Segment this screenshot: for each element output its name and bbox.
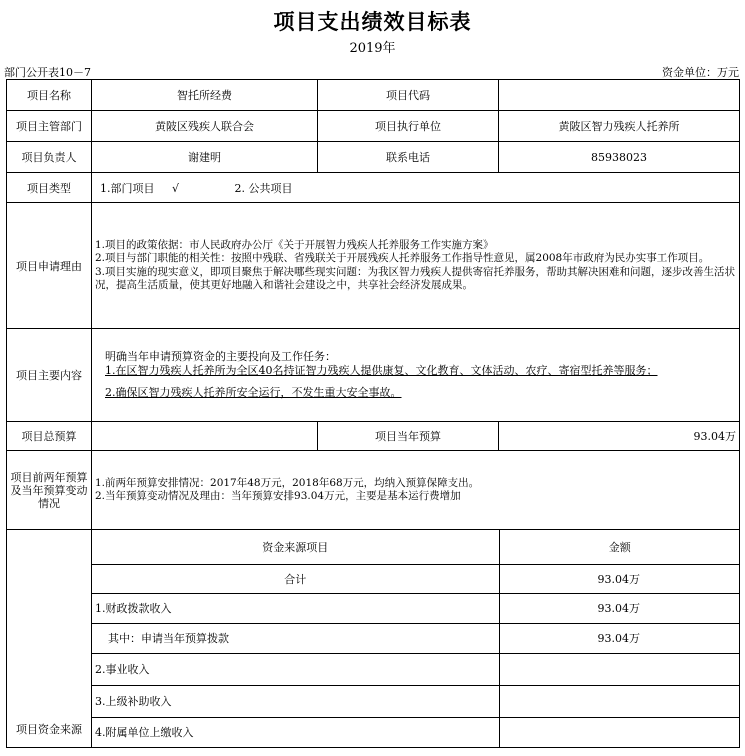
row-budget-change	[7, 451, 740, 530]
phone-value: 85938023	[499, 142, 740, 173]
main-content-body	[92, 329, 740, 422]
funding-source-label: 项目资金来源	[7, 530, 92, 748]
change-line-1: 1.前两年预算安排情况：2017年48万元，2018年68万元，均纳入预算保障支出。	[95, 476, 480, 489]
total-budget-label: 项目总预算	[7, 422, 92, 451]
executing-unit-label: 项目执行单位	[318, 111, 499, 142]
funding-row	[92, 717, 740, 747]
reason-line-3: 3.项目实施的现实意义，即项目聚焦于解决哪些现实问题：为我区智力残疾人提供寄宿托养服务，帮助其解决困难和问题，逐步改善生活状况，提高生活质量，使其更好地融入和谐社会建设之中，共享社会经济发展成果。	[95, 265, 736, 291]
unit-label: 资金单位：万元	[662, 66, 739, 79]
performance-table	[6, 79, 740, 748]
page-title: 项目支出绩效目标表	[273, 9, 472, 34]
funding-row	[92, 623, 740, 653]
funding-source-col-header: 资金来源项目	[92, 530, 499, 564]
project-name-label: 项目名称	[7, 80, 92, 111]
funding-header-row	[92, 530, 740, 564]
content-item-2: 2.确保区智力残疾人托养所安全运行，不发生重大安全事故。	[105, 386, 402, 399]
content-item-1: 1.在区智力残疾人托养所为全区40名持证智力残疾人提供康复、文化教育、文体活动、农疗、寄宿型托养等服务；	[105, 364, 658, 377]
reason-line-2: 2.项目与部门职能的相关性：按照中残联、省残联关于开展残疾人托养服务工作指导性意见，属2008年市政府为民办实事工作项目。	[95, 252, 710, 264]
project-name-value: 智托所经费	[92, 80, 318, 111]
funding-item-superior: 3.上级补助收入	[92, 685, 499, 717]
funding-source-table	[92, 530, 740, 747]
total-budget-value	[92, 422, 318, 451]
change-line-2: 2.当年预算变动情况及理由：当年预算安排93.04万元，主要是基本运行费增加	[95, 490, 461, 502]
phone-label: 联系电话	[318, 142, 499, 173]
funding-row	[92, 685, 740, 717]
row-project-type	[7, 173, 740, 203]
row-main-content	[7, 329, 740, 422]
row-application-reason	[7, 203, 740, 329]
department-value: 黄陂区残疾人联合会	[92, 111, 318, 142]
funding-row	[92, 653, 740, 685]
current-budget-label: 项目当年预算	[318, 422, 499, 451]
content-intro: 明确当年申请预算资金的主要投向及工作任务：	[105, 350, 336, 363]
department-label: 项目主管部门	[7, 111, 92, 142]
project-code-label: 项目代码	[318, 80, 499, 111]
funding-item-affiliated: 4.附属单位上缴收入	[92, 717, 499, 747]
funding-row	[92, 593, 740, 623]
funding-amount-business	[499, 653, 740, 685]
funding-amount-fiscal: 93.04万	[499, 593, 740, 623]
project-code-value	[499, 80, 740, 111]
current-budget-value: 93.04万	[499, 422, 740, 451]
owner-label: 项目负责人	[7, 142, 92, 173]
row-department	[7, 111, 740, 142]
owner-value: 谢建明	[92, 142, 318, 173]
funding-item-fiscal: 1.财政拨款收入	[92, 593, 499, 623]
form-number: 部门公开表10－7	[4, 66, 91, 79]
executing-unit-value: 黄陂区智力残疾人托养所	[499, 111, 740, 142]
funding-amount-total: 93.04万	[499, 564, 740, 593]
checkmark-icon: √	[172, 181, 180, 195]
funding-amount-superior	[499, 685, 740, 717]
funding-amount-current-year: 93.04万	[499, 623, 740, 653]
year-label: 2019年	[349, 41, 396, 56]
row-owner	[7, 142, 740, 173]
type-option-department: 1.部门项目	[100, 181, 155, 195]
row-project-name	[7, 80, 740, 111]
funding-row	[92, 564, 740, 593]
funding-item-current-year: 其中：申请当年预算拨款	[92, 623, 499, 653]
budget-change-label: 项目前两年预算及当年预算变动情况	[7, 451, 92, 530]
budget-change-content	[92, 451, 740, 530]
project-type-label: 项目类型	[7, 173, 92, 203]
row-budget	[7, 422, 740, 451]
funding-amount-affiliated	[499, 717, 740, 747]
application-reason-label: 项目申请理由	[7, 203, 92, 329]
application-reason-content	[92, 203, 740, 329]
main-content-label: 项目主要内容	[7, 329, 92, 422]
funding-item-total: 合计	[92, 564, 499, 593]
project-type-options	[92, 173, 740, 203]
funding-amount-col-header: 金额	[499, 530, 740, 564]
reason-line-1: 1.项目的政策依据：市人民政府办公厅《关于开展智力残疾人托养服务工作实施方案》	[95, 238, 494, 251]
row-funding-source	[7, 530, 740, 748]
funding-item-business: 2.事业收入	[92, 653, 499, 685]
type-option-public: 2. 公共项目	[234, 181, 293, 195]
